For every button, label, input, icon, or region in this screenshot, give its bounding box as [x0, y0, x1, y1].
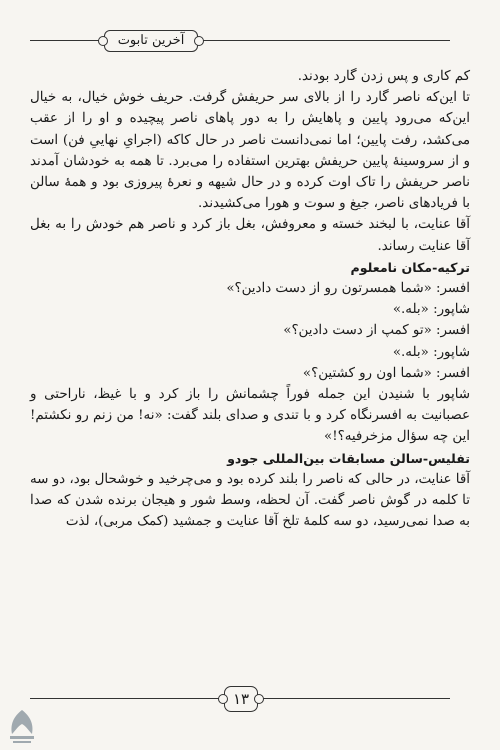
dialogue-line: افسر: «تو کمپ از دست دادین؟»	[283, 323, 470, 339]
section-heading: تفلیس-سالن مسابقات بین‌المللی جودو	[227, 450, 470, 466]
body-text	[30, 66, 470, 532]
paragraph: شاپور با شنیدن این جمله فوراً چشمانش را باز کرد و با غیظ، ناراحتی و عصبانیت به افسرنگاه کرد و با تندی و صدای بلند گفت: «نه! من زنم رو نکشتم! این چه سؤال مزخرفیه؟!»	[30, 387, 470, 445]
dialogue-line: افسر: «شما همسرتون رو از دست دادین؟»	[226, 281, 470, 297]
publisher-logo-icon	[4, 706, 40, 746]
paragraph: تا این‌که ناصر گارد را از بالای سر حریفش گرفت. حریف خوش خیال، به خیال این‌که می‌رود پایین و پاهایش را به دور پاهای ناصر پیچیده و او را از عقب می‌کشد، رفت پایین؛ اما نمی‌دانست ناصر در حال کاکه (اجرایِ نهاییِ فن) است و از سروسینهٔ پایین حریفش بهترین استفاده را می‌برد. تا همه به خودشان آمدند ناصر حریفش را تاک اوت کرده و در حال شیهه و نعرهٔ پیروزی بود و همهٔ سالن با فریادهای ناصر، جیغ و سوت و هورا می‌کشیدند.	[30, 90, 470, 212]
dialogue-line: افسر: «شما اون رو کشتین؟»	[302, 365, 470, 381]
running-header	[0, 26, 500, 56]
paragraph: آقا عنایت، در حالی که ناصر را بلند کرده بود و می‌چرخید و خوشحال بود، دو سه تا کلمه در گوش ناصر گفت. آن لحظه، وسط شور و هیجان برنده شدن که صدا به صدا نمی‌رسید، دو سه کلمهٔ تلخ آقا عنایت و جمشید (کمک مربی)، لذت	[30, 471, 470, 530]
section-heading: ترکیه-مکان نامعلوم	[350, 259, 470, 275]
dialogue-line: شاپور: «بله.»	[392, 344, 470, 360]
book-title: آخرین تابوت	[104, 30, 198, 52]
page-number: ۱۳	[224, 686, 258, 712]
header-rule	[30, 40, 450, 41]
paragraph: آقا عنایت، با لبخند خسته و معروفش، بغل باز کرد و ناصر هم خودش را به بغل آقا عنایت رساند.	[30, 217, 470, 254]
paragraph: کم کاری و پس زدن گارد بودند.	[297, 69, 470, 84]
page-footer	[0, 680, 500, 720]
dialogue-line: شاپور: «بله.»	[392, 302, 470, 318]
